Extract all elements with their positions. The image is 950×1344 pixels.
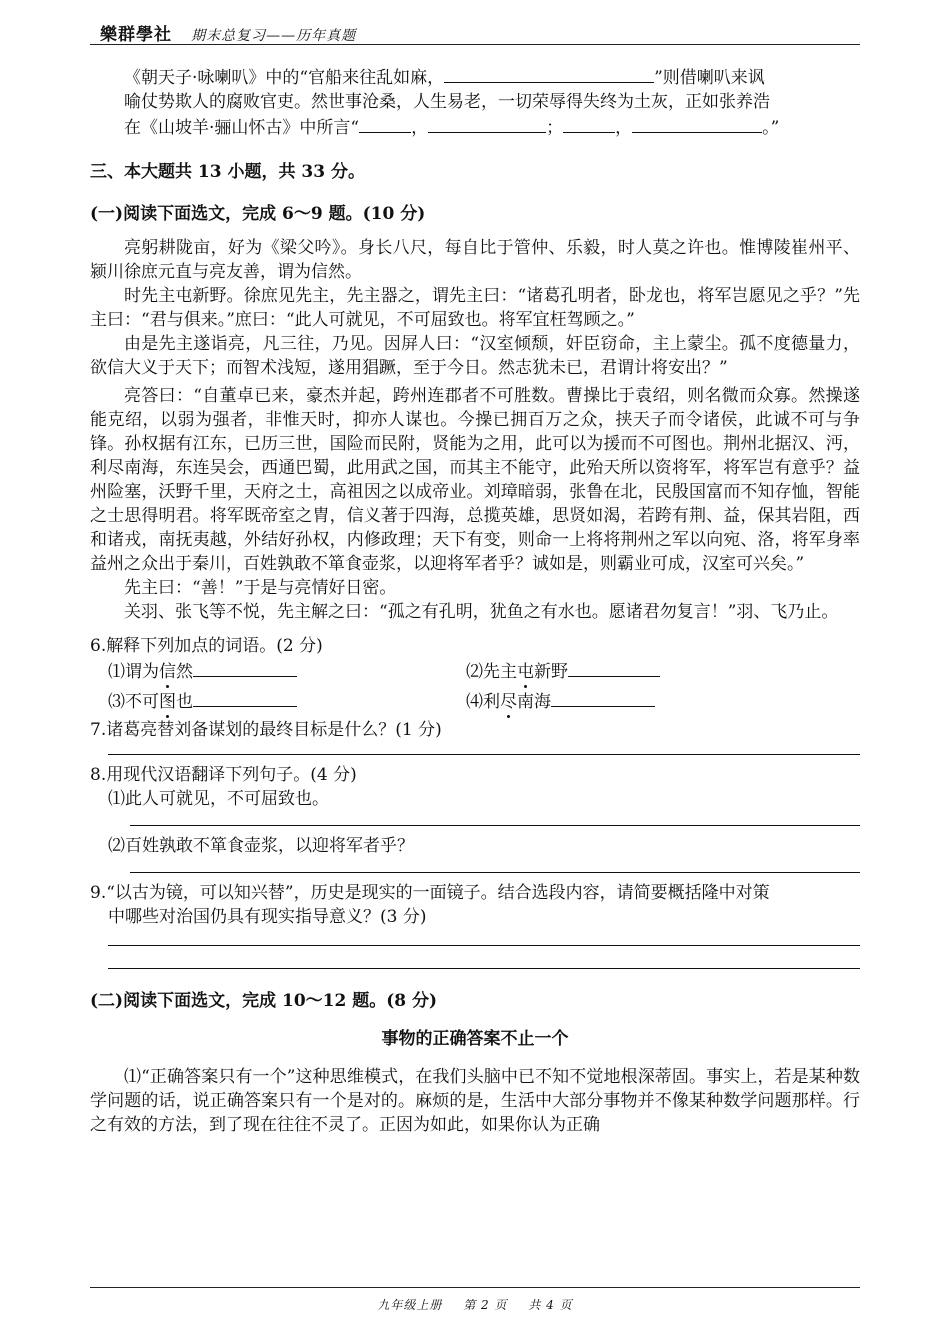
answer-blank[interactable] bbox=[563, 114, 615, 133]
item-text: 也 bbox=[176, 692, 193, 712]
question-9 bbox=[90, 881, 860, 969]
answer-blank[interactable] bbox=[359, 114, 411, 133]
item-text: 然 bbox=[176, 662, 193, 682]
poem-line-1b: ”则借喇叭来讽 bbox=[654, 68, 765, 88]
question-7-stem: 7.诸葛亮替刘备谋划的最终目标是什么？(1 分) bbox=[90, 720, 442, 740]
passage-paragraph: 先主曰：“善！”于是与亮情好日密。 bbox=[124, 578, 397, 598]
page-header bbox=[100, 20, 356, 45]
q6-item bbox=[90, 658, 448, 684]
item-text: ⑶不可 bbox=[108, 692, 159, 712]
punct: ， bbox=[411, 118, 429, 138]
header-divider bbox=[90, 44, 860, 45]
answer-line[interactable] bbox=[108, 742, 860, 755]
q6-item bbox=[90, 688, 448, 714]
article-paragraph-1: ⑴“正确答案只有一个”这种思维模式，在我们头脑中已不知不觉地根深蒂固。事实上，若是某种数学问题的话，说正确答案只有一个是对的。麻烦的是，生活中大部分事物并不像某种数学问题那样。行之有效的方法，到了现在往往不灵了。正因为如此，如果你认为正确 bbox=[90, 1067, 860, 1135]
item-text: 新野 bbox=[534, 662, 568, 682]
answer-blank[interactable] bbox=[193, 658, 297, 677]
passage-paragraph: 关羽、张飞等不悦，先主解之曰：“孤之有孔明，犹鱼之有水也。愿诸君勿复言！”羽、飞乃止。 bbox=[124, 602, 839, 622]
q8-sentence-2: ⑵百姓孰敢不箪食壶浆，以迎将军者乎？ bbox=[108, 836, 414, 856]
answer-blank[interactable] bbox=[193, 688, 297, 707]
question-9-line-2: 中哪些对治国仍具有现实指导意义？(3 分) bbox=[108, 907, 427, 927]
poem-line-3a: 在《山坡羊·骊山怀古》中所言“ bbox=[124, 118, 360, 138]
question-8-stem: 8.用现代汉语翻译下列句子。(4 分) bbox=[90, 765, 357, 785]
punct: ， bbox=[615, 118, 633, 138]
answer-blank[interactable] bbox=[551, 688, 655, 707]
answer-blank[interactable] bbox=[428, 114, 546, 133]
answer-line[interactable] bbox=[130, 811, 860, 826]
passage-paragraph: 时先主屯新野。徐庶见先主，先主器之，谓先主曰：“诸葛孔明者，卧龙也，将军岂愿见之乎？”先主曰：“君与俱来。”庶曰：“此人可就见，不可屈致也。将军宜枉驾顾之。” bbox=[90, 286, 860, 330]
passage-paragraph: 亮答曰：“自董卓已来，豪杰并起，跨州连郡者不可胜数。曹操比于袁绍，则名微而众寡。然操遂能克绍，以弱为强者，非惟天时，抑亦人谋也。今操已拥百万之众，挟天子而令诸侯，此诚不可与争锋。孙权据有江东，已历三世，国险而民附，贤能为之用，此可以为援而不可图也。荆州北据汉、沔，利尽南海，东连吴会，西通巴蜀，此用武之国，而其主不能守，此殆天所以资将军，将军岂有意乎？益州险塞，沃野千里，天府之土，高祖因之以成帝业。刘璋暗弱，张鲁在北，民殷国富而不知存恤，智能之士思得明君。将军既帝室之胄，信义著于四海，总揽英雄，思贤如渴，若跨有荆、益，保其岩阻，西和诸戎，南抚夷越，外结好孙权，内修政理；天下有变，则命一上将将荆州之军以向宛、洛，将军身率益州之众出于秦川，百姓孰敢不箪食壶浆，以迎将军者乎？诚如是，则霸业可成，汉室可兴矣。” bbox=[90, 386, 860, 574]
item-text: 南海 bbox=[517, 692, 551, 712]
question-7 bbox=[90, 718, 860, 755]
footer-total: 共 4 页 bbox=[528, 1298, 573, 1312]
passage-paragraph: 亮躬耕陇亩，好为《梁父吟》。身长八尺，每自比于管仲、乐毅，时人莫之许也。惟博陵崔州平、颍川徐庶元直与亮友善，谓为信然。 bbox=[90, 238, 860, 282]
article-title: 事物的正确答案不止一个 bbox=[381, 1029, 569, 1049]
poem-fill-block bbox=[124, 64, 860, 140]
question-6 bbox=[90, 634, 860, 714]
header-subtitle: 期末总复习——历年真题 bbox=[191, 28, 357, 44]
q6-items bbox=[90, 658, 860, 714]
item-text: ⑴谓为 bbox=[108, 662, 159, 682]
question-6-stem: 6.解释下列加点的词语。(2 分) bbox=[90, 636, 323, 656]
answer-blank[interactable] bbox=[632, 114, 762, 133]
dotted-word: 屯 bbox=[517, 662, 534, 682]
part-2-heading: (二)阅读下面选文，完成 10～12 题。(8 分) bbox=[90, 991, 438, 1011]
part-1-heading: (一)阅读下面选文，完成 6～9 题。(10 分) bbox=[90, 204, 426, 224]
item-text: ⑵先主 bbox=[466, 662, 517, 682]
footer-page: 第 2 页 bbox=[463, 1298, 508, 1312]
answer-line[interactable] bbox=[130, 858, 860, 873]
poem-line-2: 喻仗势欺人的腐败官吏。然世事沧桑，人生易老，一切荣辱得失终为土灰，正如张养浩 bbox=[124, 92, 770, 112]
punct: 。” bbox=[762, 118, 780, 138]
question-9-line-1: 9.“以古为镜，可以知兴替”，历史是现实的一面镜子。结合选段内容，请简要概括隆中对策 bbox=[90, 883, 770, 903]
classical-passage bbox=[90, 236, 860, 624]
punct: ； bbox=[546, 118, 564, 138]
answer-blank[interactable] bbox=[568, 658, 660, 677]
q8-sentence-1: ⑴此人可就见，不可屈致也。 bbox=[108, 789, 329, 809]
q6-item bbox=[448, 688, 806, 714]
main-content bbox=[90, 64, 860, 1137]
poem-line-1a: 《朝天子·咏喇叭》中的“官船来往乱如麻， bbox=[124, 68, 445, 88]
item-text: ⑷利 bbox=[466, 692, 500, 712]
answer-line[interactable] bbox=[108, 946, 860, 969]
answer-line[interactable] bbox=[108, 929, 860, 946]
dotted-word: 尽 bbox=[500, 692, 517, 712]
question-8 bbox=[90, 763, 860, 873]
passage-paragraph: 由是先主遂诣亮，凡三往，乃见。因屏人曰：“汉室倾颓，奸臣窃命，主上蒙尘。孤不度德量力，欲信大义于天下；而智术浅短，遂用猖蹶，至于今日。然志犹未已，君谓计将安出？” bbox=[90, 334, 860, 378]
dotted-word: 图 bbox=[159, 692, 176, 712]
publisher-logo: 樂群學社 bbox=[100, 25, 172, 45]
footer-grade: 九年级上册 bbox=[377, 1298, 443, 1312]
section-3-heading: 三、本大题共 13 小题，共 33 分。 bbox=[90, 162, 365, 182]
q6-item bbox=[448, 658, 806, 684]
page-footer bbox=[0, 1296, 950, 1313]
dotted-word: 信 bbox=[159, 662, 176, 682]
answer-blank[interactable] bbox=[444, 64, 654, 83]
footer-divider bbox=[90, 1287, 860, 1288]
